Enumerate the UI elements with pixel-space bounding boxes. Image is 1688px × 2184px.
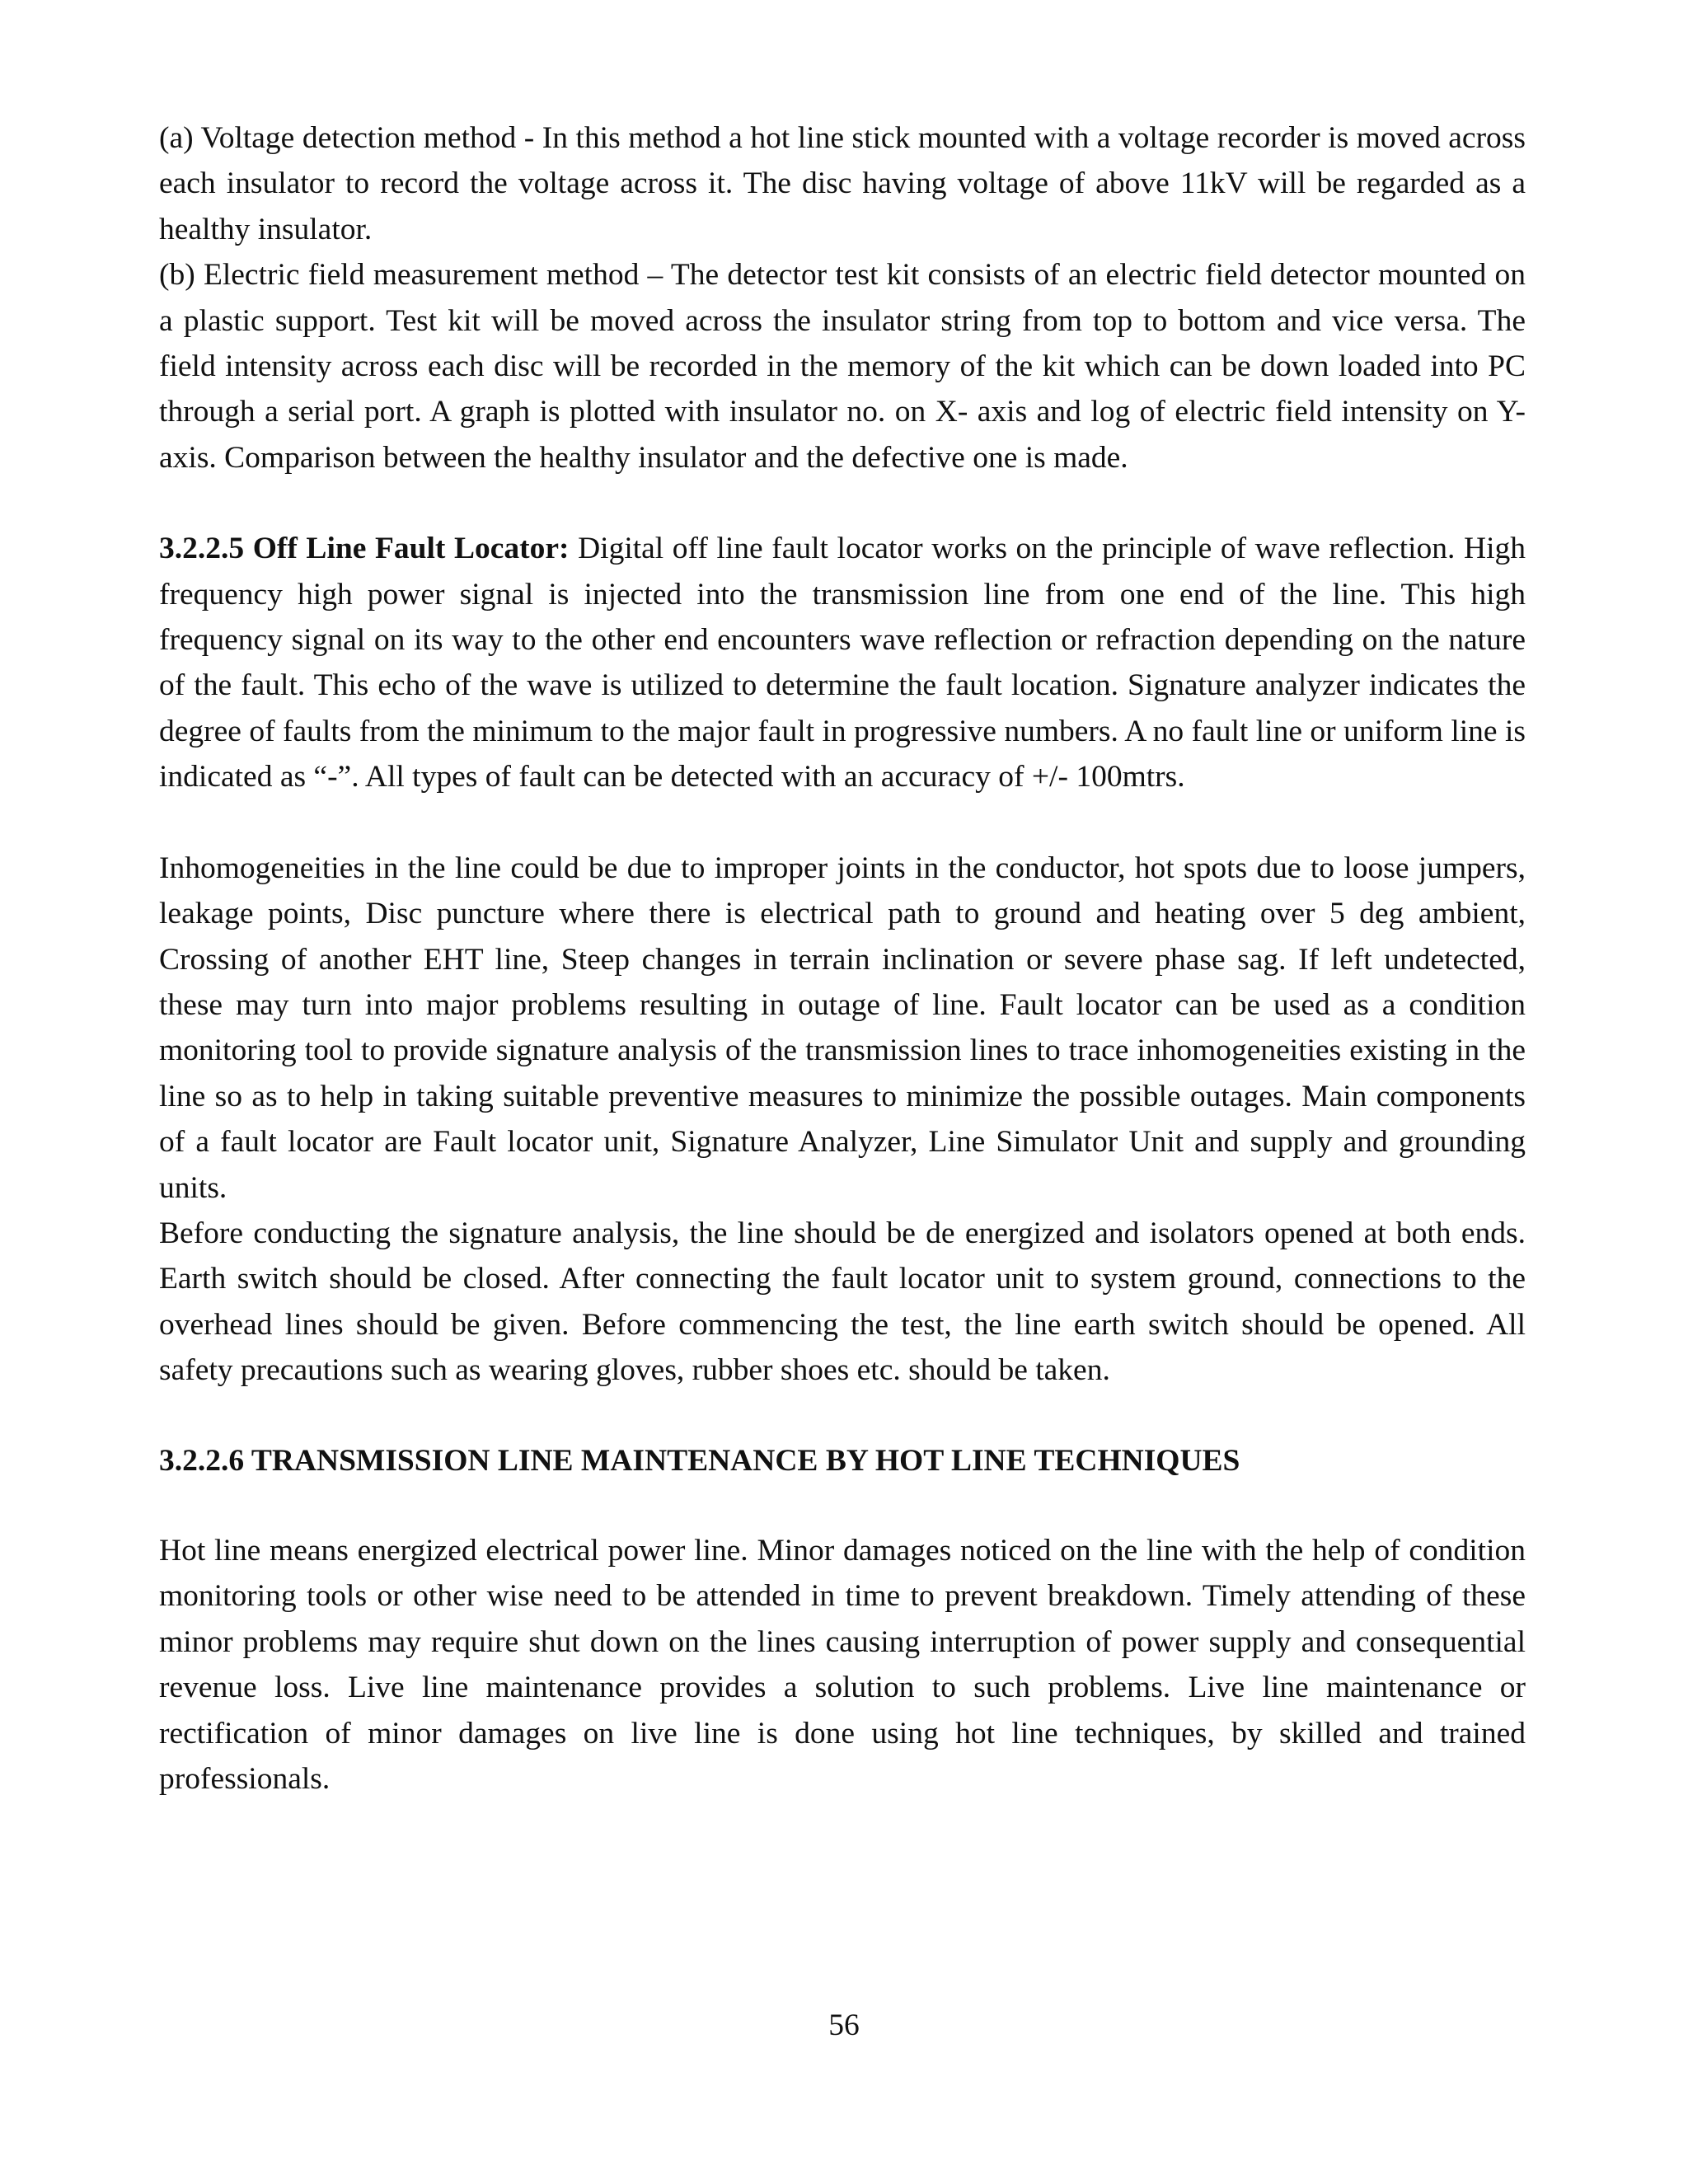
page-content	[159, 115, 1526, 1802]
fault-locator-paragraph	[159, 526, 1526, 799]
spacer	[159, 1394, 1526, 1438]
page-number: 56	[828, 2008, 860, 2042]
voltage-detection-paragraph: (a) Voltage detection method - In this method a hot line stick mounted with a voltage recorder is moved across each insulator to record the voltage across it. The disc having voltage of above 11kV will be regarded as a healthy insulator.	[159, 121, 1526, 246]
hot-line-paragraph: Hot line means energized electrical power line. Minor damages noticed on the line with the help of condition monitoring tools or other wise need to be attended in time to prevent breakdown. Timely attending of these minor problems may require shut down on the lines causing interruption of power supply and consequential revenue loss. Live line maintenance provides a solution to such problems. Live line maintenance or rectification of minor damages on live line is done using hot line techniques, by skilled and trained professionals.	[159, 1533, 1526, 1796]
inhomogeneities-paragraph: Inhomogeneities in the line could be due to improper joints in the conductor, hot spots due to loose jumpers, leakage points, Disc puncture where there is electrical path to ground and heating over 5 deg ambient, Crossing of another EHT line, Steep changes in terrain inclination or severe phase sag. If left undetected, these may turn into major problems resulting in outage of line. Fault locator can be used as a condition monitoring tool to provide signature analysis of the transmission lines to trace inhomogeneities existing in the line so as to help in taking suitable preventive measures to minimize the possible outages. Main components of a fault locator are Fault locator unit, Signature Analyzer, Line Simulator Unit and supply and grounding units.	[159, 851, 1526, 1205]
fault-locator-text: Digital off line fault locator works on the principle of wave reflection. High frequency high power signal is injected into the transmission line from one end of the line. This high frequency signal on its way to the other end encounters wave reflection or refraction depending on the nature of the fault. This echo of the wave is utilized to determine the fault location. Signature analyzer indicates the degree of faults from the minimum to the major fault in progressive numbers. A no fault line or uniform line is indicated as “-”. All types of fault can be detected with an accuracy of +/- 100mtrs.	[159, 532, 1526, 794]
spacer	[159, 480, 1526, 526]
electric-field-paragraph: (b) Electric field measurement method – The detector test kit consists of an electric field detector mounted on a plastic support. Test kit will be moved across the insulator string from top to bottom and vice versa. The field intensity across each disc will be recorded in the memory of the kit which can be down loaded into PC through a serial port. A graph is plotted with insulator no. on X- axis and log of electric field intensity on Y-axis. Comparison between the healthy insulator and the defective one is made.	[159, 258, 1526, 475]
spacer	[159, 1483, 1526, 1528]
spacer	[159, 800, 1526, 846]
before-conducting-paragraph: Before conducting the signature analysis, the line should be de energized and isolators opened at both ends. Earth switch should be closed. After connecting the fault locator unit to system ground, connections to the overhead lines should be given. Before commencing the test, the line earth switch should be opened. All safety precautions such as wearing gloves, rubber shoes etc. should be taken.	[159, 1216, 1526, 1388]
fault-locator-heading: 3.2.2.5 Off Line Fault Locator:	[159, 532, 570, 566]
hot-line-section-heading: 3.2.2.6 TRANSMISSION LINE MAINTENANCE BY HOT LINE TECHNIQUES	[159, 1443, 1240, 1478]
